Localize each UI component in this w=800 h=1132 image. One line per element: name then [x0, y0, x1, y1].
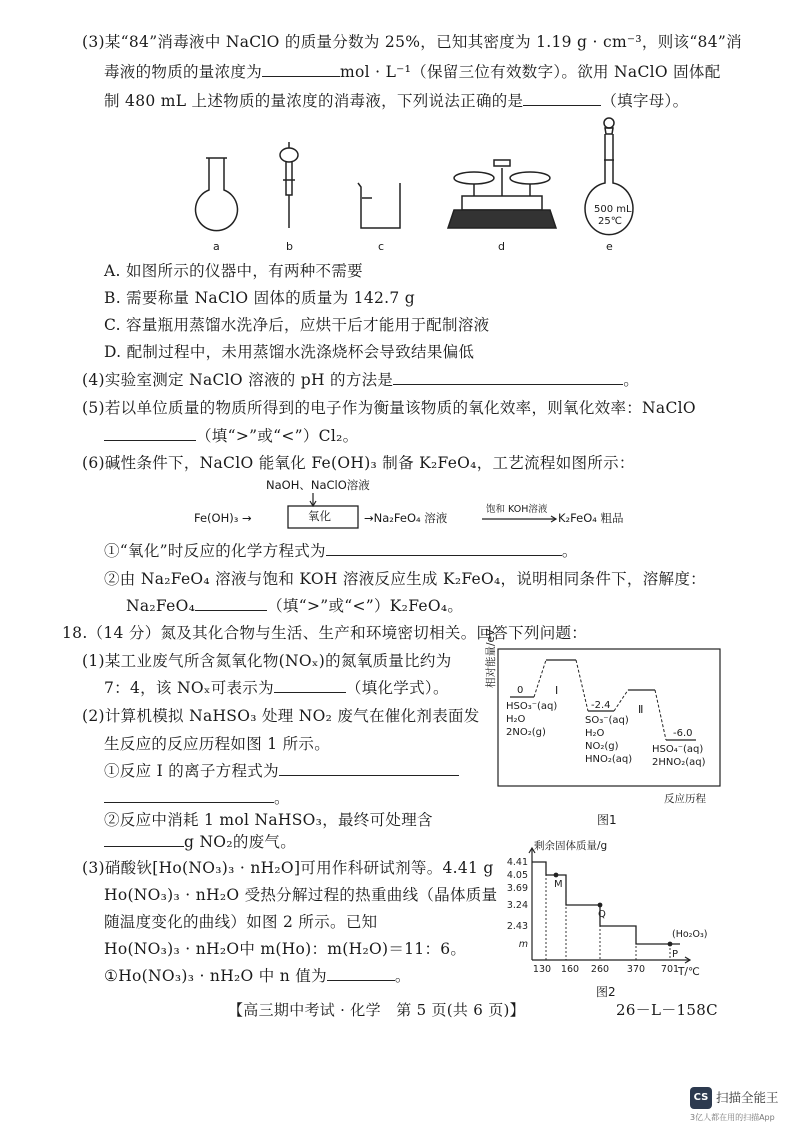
- q17-p6-1: ①“氧化”时反应的化学方程式为 。: [104, 542, 578, 560]
- q17-p6: (6)碱性条件下，NaClO 能氧化 Fe(OH)₃ 制备 K₂FeO₄，工艺流程如图所示：: [82, 454, 635, 472]
- q18-p2-line2: 生反应的反应历程如图 1 所示。: [104, 735, 331, 753]
- fig2-x-tick: 370: [626, 964, 646, 975]
- q18-p3-1: ①Ho(NO₃)₃ · nH₂O 中 n 值为 。: [104, 967, 411, 985]
- fig2-xlabel: T/℃: [678, 966, 700, 978]
- fig2-x-tick: 701: [660, 964, 680, 975]
- flow-start: Fe(OH)₃ →: [194, 511, 252, 525]
- flow-oxidation-box: 氧化: [308, 509, 331, 523]
- q17-p4: (4)实验室测定 NaClO 溶液的 pH 的方法是 。: [82, 371, 640, 389]
- q17-p5-line1: (5)若以单位质量的物质所得到的电子作为衡量该物质的氧化效率，则氧化效率：NaClO: [82, 399, 696, 417]
- q18-p2-1: ①反应 Ⅰ 的离子方程式为: [104, 761, 459, 781]
- q18-p1-line2: 7：4，该 NOₓ可表示为 （填化学式）。: [104, 679, 449, 697]
- scanner-tagline: 3亿人都在用的扫描App: [690, 1113, 775, 1122]
- fig2-x-tick: 260: [590, 964, 610, 975]
- fig2-x-tick: 130: [532, 964, 552, 975]
- fig1-state0: HSO₃⁻(aq) H₂O 2NO₂(g): [506, 701, 558, 738]
- q18-p2-line1: (2)计算机模拟 NaHSO₃ 处理 NO₂ 废气在催化剂表面发: [82, 707, 480, 725]
- fig1-energy-0: 0: [517, 685, 524, 696]
- fig1-state1: SO₃⁻(aq) H₂O NO₂(g) HNO₂(aq): [585, 715, 633, 765]
- flow-product: K₂FeO₄ 粗品: [558, 511, 624, 525]
- apparatus-label-d: d: [498, 240, 505, 253]
- scanner-logo-icon: CS: [690, 1087, 712, 1109]
- fig1-energy-2: -6.0: [673, 728, 693, 739]
- q17-p5-line2: （填“>”或“<”）Cl₂。: [104, 426, 358, 446]
- fig2-y-tick: m: [518, 939, 528, 950]
- q18-p3-line1: (3)硝酸钬[Ho(NO₃)₃ · nH₂O]可用作科研试剂等。4.41 g: [82, 859, 494, 877]
- flask-capacity: 500 mL: [594, 204, 632, 215]
- q17-p3-line1: (3)某“84”消毒液中 NaClO 的质量分数为 25%，已知其密度为 1.19 g · cm⁻³，则该“84”消: [82, 33, 742, 51]
- flask-temperature: 25℃: [598, 216, 622, 227]
- fig2-annotation: (Ho₂O₃): [672, 929, 708, 940]
- apparatus-label-b: b: [286, 240, 293, 253]
- option-a[interactable]: A. 如图所示的仪器中，有两种不需要: [104, 262, 363, 280]
- q18-p2-2-line2: g NO₂的废气。: [104, 832, 296, 852]
- page-footer: 【高三期中考试 · 化学 第 5 页(共 6 页)】: [228, 1001, 525, 1019]
- q18-p2-1-cont: 。: [104, 788, 290, 808]
- fig2-ylabel: 剩余固体质量/g: [534, 840, 608, 852]
- q17-p3-line2: 毒液的物质的量浓度为 mol · L⁻¹（保留三位有效数字）。欲用 NaClO 固体配: [104, 63, 721, 81]
- fig2-y-tick: 2.43: [506, 921, 528, 932]
- fig1-ylabel: 相对能量/eV: [485, 628, 497, 688]
- apparatus-label-e: e: [606, 240, 613, 253]
- fig2-y-tick: 4.05: [506, 870, 528, 881]
- q18-p3-line2: Ho(NO₃)₃ · nH₂O 受热分解过程的热重曲线（晶体质量: [104, 886, 498, 904]
- apparatus-label-a: a: [213, 240, 220, 253]
- fig1-state2: HSO₄⁻(aq) 2HNO₂(aq): [652, 744, 706, 768]
- fig2-point-P: [668, 942, 673, 947]
- q18-p2-2-line1: ②反应中消耗 1 mol NaHSO₃，最终可处理含: [104, 811, 433, 829]
- q17-p6-2-line1: ②由 Na₂FeO₄ 溶液与饱和 KOH 溶液反应生成 K₂FeO₄，说明相同条件下，溶解度：: [104, 570, 706, 588]
- fig2-x-tick: 160: [560, 964, 580, 975]
- scanner-name: 扫描全能王: [716, 1090, 779, 1105]
- q18-head: 18.（14 分）氮及其化合物与生活、生产和环境密切相关。回答下列问题：: [62, 624, 588, 642]
- q17-p3-line3: 制 480 mL 上述物质的量浓度的消毒液，下列说法正确的是 （填字母）。: [104, 92, 689, 110]
- fig2-caption: 图2: [596, 985, 616, 999]
- fig1-step1: Ⅰ: [555, 684, 559, 697]
- fig2-point-label: P: [672, 949, 679, 960]
- option-c[interactable]: C. 容量瓶用蒸馏水洗净后，应烘干后才能用于配制溶液: [104, 316, 490, 334]
- q18-p3-line4: Ho(NO₃)₃ · nH₂O中 m(Ho)：m(H₂O)＝11：6。: [104, 940, 467, 958]
- fig2-y-tick: 4.41: [506, 857, 528, 868]
- fig1-step2: Ⅱ: [638, 703, 644, 716]
- q18-p1-line1: (1)某工业废气所含氮氧化物(NOₓ)的氮氧质量比约为: [82, 652, 452, 670]
- option-d[interactable]: D. 配制过程中，未用蒸馏水洗涤烧杯会导致结果偏低: [104, 343, 475, 361]
- fig1-xlabel: 反应历程: [664, 793, 706, 805]
- fig2-point-M: [554, 873, 559, 878]
- option-b[interactable]: B. 需要称量 NaClO 固体的质量为 142.7 g: [104, 289, 415, 307]
- q18-p3-line3: 随温度变化的曲线）如图 2 所示。已知: [104, 913, 378, 931]
- apparatus-label-c: c: [378, 240, 385, 253]
- fig2-y-tick: 3.24: [506, 900, 528, 911]
- q17-p6-2-line2: Na₂FeO₄ （填“>”或“<”）K₂FeO₄。: [126, 597, 464, 615]
- fig1-caption: 图1: [597, 813, 617, 827]
- flow-arrow-label: 饱和 KOH溶液: [486, 504, 548, 515]
- page-code: 26－L－158C: [616, 1001, 718, 1019]
- fig2-point-label: M: [554, 879, 563, 890]
- fig1-energy-1: -2.4: [591, 700, 611, 711]
- flow-reagents: NaOH、NaClO溶液: [266, 478, 370, 492]
- fig2-y-tick: 3.69: [506, 883, 528, 894]
- flow-intermediate: →Na₂FeO₄ 溶液: [364, 511, 448, 525]
- fig2-point-label: Q: [598, 909, 606, 920]
- fig2-point-Q: [598, 903, 603, 908]
